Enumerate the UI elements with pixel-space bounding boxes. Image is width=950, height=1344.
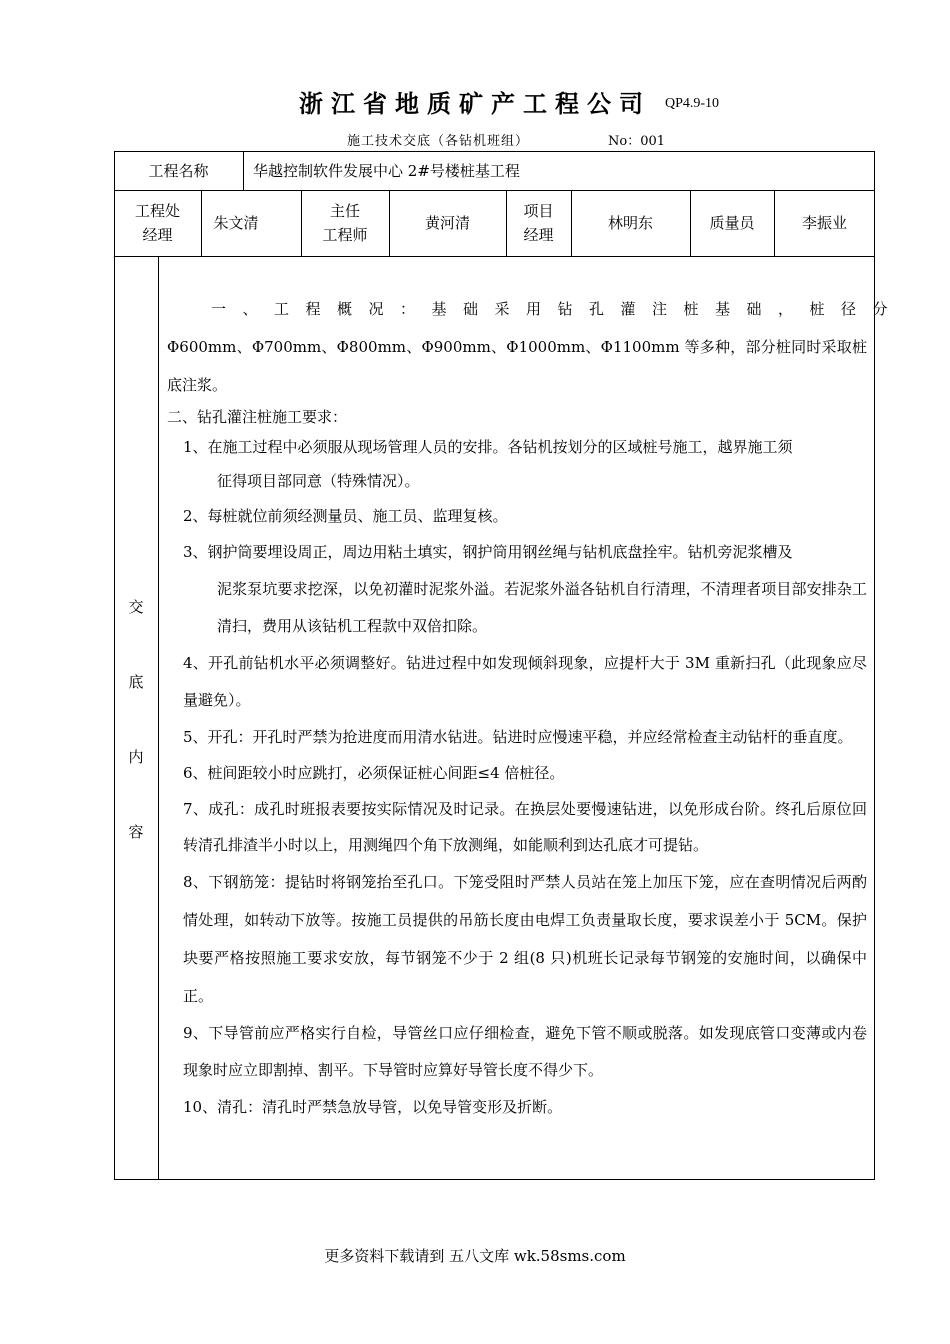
quality-inspector-label: 质量员 [709, 214, 755, 232]
side-label-char: 内 [128, 748, 144, 766]
project-name-value: 华越控制软件发展中心 2#号楼桩基工程 [253, 162, 520, 180]
requirement-item: 7、成孔：成孔时班报表要按实际情况及时记录。在换层处要慢速钻进，以免形成台阶。终孔后原位回转清孔排渣半小时以上，用测绳四个角下放测绳，如能顺利到达孔底才可提钻。 [183, 800, 867, 854]
side-label-char: 容 [128, 823, 144, 841]
item-text: 1、在施工过程中必须服从现场管理人员的安排。各钻机按划分的区域桩号施工，越界施工须 [183, 438, 793, 456]
form-subtitle: 施工技术交底（各钻机班组） [347, 134, 530, 149]
requirement-item: 9、下导管前应严格实行自检，导管丝口应仔细检查，避免下管不顺或脱落。如发现底管口变薄或内卷现象时应立即割掉、割平。下导管时应算好导管长度不得少下。 [183, 1024, 867, 1079]
col-divider [158, 256, 159, 1180]
company-title: 浙江省地质矿产工程公司 [299, 89, 651, 118]
requirement-item [167, 534, 867, 645]
side-label-char: 底 [128, 673, 144, 691]
form-code: QP4.9-10 [665, 96, 720, 111]
requirement-item [167, 430, 867, 498]
requirement-item: 10、清孔：清孔时严禁急放导管，以免导管变形及折断。 [183, 1098, 563, 1116]
item-text: 泥浆泵坑要求挖深，以免初灌时泥浆外溢。若泥浆外溢各钻机自行清理，不清理者项目部安排杂工清扫，费用从该钻机工程款中双倍扣除。 [217, 580, 867, 635]
label-line: 经理 [142, 226, 173, 244]
project-manager-value: 林明东 [607, 214, 653, 232]
overview-line: 一、工程概况：基础采用钻孔灌注桩基础，桩径分 [211, 300, 905, 318]
label-line: 主任 [329, 202, 360, 220]
side-label-char: 交 [128, 598, 144, 616]
document-number: No：001 [608, 134, 666, 149]
quality-inspector-value: 李振业 [801, 214, 847, 232]
row-divider [114, 256, 875, 257]
label-line: 工程师 [322, 226, 368, 244]
requirement-item: 2、每桩就位前须经测量员、施工员、监理复核。 [183, 507, 508, 525]
office-manager-label [114, 190, 201, 256]
item-text: 3、钢护筒要埋设周正，周边用粘土填实，钢护筒用钢丝绳与钻机底盘拴牢。钻机旁泥浆槽及 [183, 543, 793, 561]
item-text: 征得项目部同意（特殊情况）。 [217, 472, 420, 490]
footer-note: 更多资料下载请到 五八文库 wk.58sms.com [324, 1247, 626, 1265]
label-line: 经理 [523, 226, 554, 244]
col-divider [243, 151, 244, 190]
section-title: 二、钻孔灌注桩施工要求： [167, 408, 348, 426]
chief-engineer-label [301, 190, 389, 256]
requirement-item: 4、开孔前钻机水平必须调整好。钻进过程中如发现倾斜现象，应提杆大于 3M 重新扫孔（此现象应尽量避免）。 [183, 654, 867, 709]
disclosure-content [167, 290, 905, 1125]
overview-text: Φ600mm、Φ700mm、Φ800mm、Φ900mm、Φ1000mm、Φ1100mm 等多种，部分桩同时采取桩底注浆。 [167, 338, 867, 394]
project-manager-label [506, 190, 571, 256]
project-name-label: 工程名称 [148, 161, 209, 180]
requirement-item: 8、下钢筋笼：提钻时将钢笼抬至孔口。下笼受阻时严禁人员站在笼上加压下笼，应在查明情况后两酌情处理，如转动下放等。按施工员提供的吊筋长度由电焊工负责量取长度，要求误差小于 5CM。保护块要严格按照施工要求安放，每节钢笼不少于 2 组(8 只)机班长记录每节钢笼的安施时间，以确保中正。 [183, 873, 867, 1005]
office-manager-value: 朱文清 [213, 214, 259, 232]
requirement-item: 6、桩间距较小时应跳打，必须保证桩心间距≤4 倍桩径。 [183, 764, 565, 782]
label-line: 工程处 [134, 202, 180, 220]
label-line: 项目 [523, 202, 554, 220]
chief-engineer-value: 黄河清 [424, 214, 470, 232]
requirement-item: 5、开孔：开孔时严禁为抢进度而用清水钻进。钻进时应慢速平稳，并应经常检查主动钻杆的垂直度。 [183, 728, 853, 746]
